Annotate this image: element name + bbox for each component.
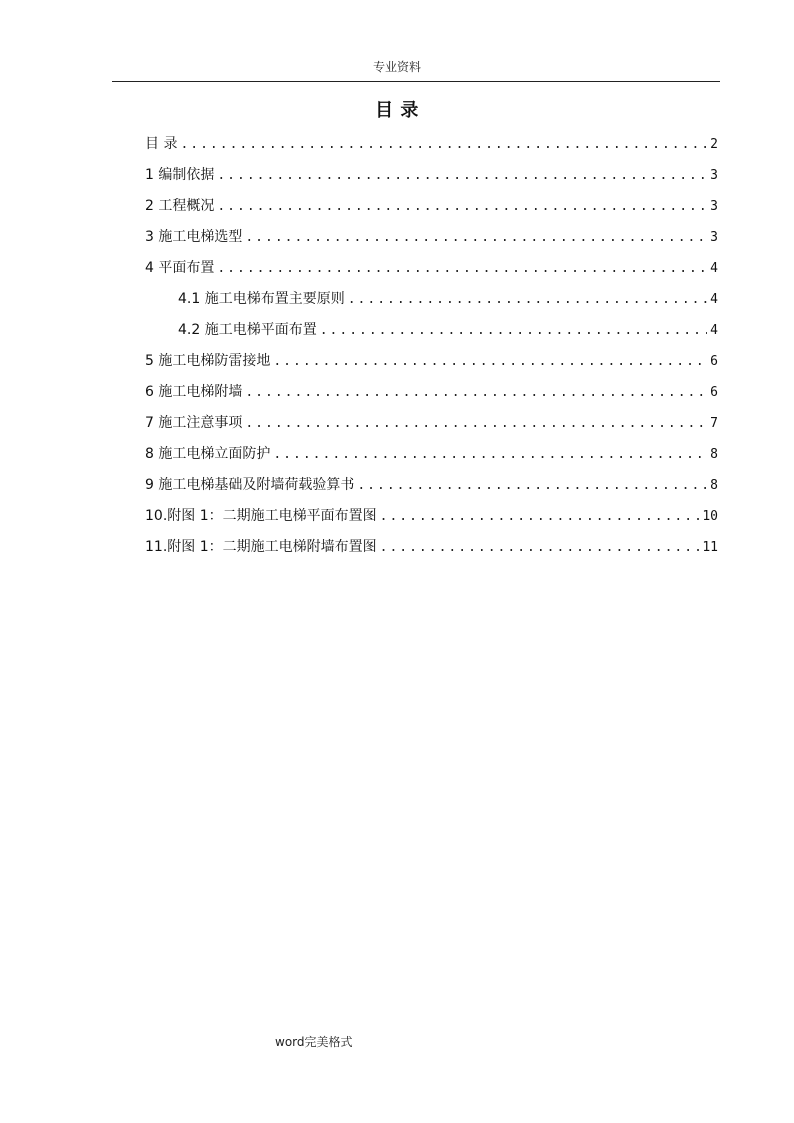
toc-title: 目 录 bbox=[375, 100, 419, 121]
toc-entry-page: 4 bbox=[710, 261, 718, 276]
toc-dot-leader bbox=[217, 196, 707, 218]
toc-entry-label: 4.2 施工电梯平面布置 bbox=[178, 322, 317, 338]
toc-entry-page: 4 bbox=[710, 292, 718, 307]
toc-entry-label: 9 施工电梯基础及附墙荷载验算书 bbox=[145, 477, 355, 493]
header-divider bbox=[112, 81, 720, 82]
toc-entry-label: 4 平面布置 bbox=[145, 260, 215, 276]
toc-dot-leader bbox=[217, 258, 707, 280]
toc-entry-label: 8 施工电梯立面防护 bbox=[145, 446, 271, 462]
toc-entry-page: 3 bbox=[710, 168, 718, 183]
toc-entry-label: 4.1 施工电梯布置主要原则 bbox=[178, 291, 345, 307]
toc-entry-label: 11.附图 1：二期施工电梯附墙布置图 bbox=[145, 539, 377, 555]
toc-dot-leader bbox=[320, 320, 707, 342]
toc-entry-page: 3 bbox=[710, 230, 718, 245]
toc-entry-page: 6 bbox=[710, 385, 718, 400]
toc-dot-leader bbox=[245, 227, 707, 249]
toc-entry[interactable] bbox=[145, 536, 718, 567]
page-header: 专业资料 bbox=[372, 60, 421, 74]
toc-entry[interactable] bbox=[145, 412, 718, 443]
toc-dot-leader bbox=[348, 289, 707, 311]
toc-entry-page: 3 bbox=[710, 199, 718, 214]
toc-entry-page: 10 bbox=[702, 509, 718, 524]
toc-entry-page: 8 bbox=[710, 478, 718, 493]
toc-entry-label: 5 施工电梯防雷接地 bbox=[145, 353, 271, 369]
toc-entry-page: 11 bbox=[702, 540, 718, 555]
toc-entry[interactable] bbox=[145, 164, 718, 195]
toc-entry[interactable] bbox=[145, 443, 718, 474]
toc-entry[interactable] bbox=[145, 195, 718, 226]
toc-entry-page: 4 bbox=[710, 323, 718, 338]
toc-entry-label: 3 施工电梯选型 bbox=[145, 229, 243, 245]
toc-entry-label: 1 编制依据 bbox=[145, 167, 215, 183]
toc-entry[interactable] bbox=[145, 226, 718, 257]
toc-dot-leader bbox=[273, 351, 707, 373]
toc-entry-page: 7 bbox=[710, 416, 718, 431]
toc-entry-page: 6 bbox=[710, 354, 718, 369]
toc-dot-leader bbox=[245, 382, 707, 404]
page-footer: word完美格式 bbox=[275, 1035, 353, 1049]
toc-entry[interactable] bbox=[145, 505, 718, 536]
toc-dot-leader bbox=[380, 506, 700, 528]
toc-dot-leader bbox=[380, 537, 700, 559]
toc-entry-page: 2 bbox=[710, 137, 718, 152]
table-of-contents bbox=[145, 133, 718, 567]
toc-entry-page: 8 bbox=[710, 447, 718, 462]
toc-dot-leader bbox=[357, 475, 707, 497]
toc-subentry[interactable] bbox=[145, 288, 718, 319]
toc-entry[interactable] bbox=[145, 350, 718, 381]
toc-entry[interactable] bbox=[145, 257, 718, 288]
toc-entry[interactable] bbox=[145, 381, 718, 412]
toc-subentry[interactable] bbox=[145, 319, 718, 350]
toc-dot-leader bbox=[273, 444, 707, 466]
toc-entry[interactable] bbox=[145, 133, 718, 164]
toc-entry-label: 目 录 bbox=[145, 136, 178, 152]
toc-dot-leader bbox=[245, 413, 707, 435]
toc-entry-label: 6 施工电梯附墙 bbox=[145, 384, 243, 400]
toc-entry[interactable] bbox=[145, 474, 718, 505]
toc-dot-leader bbox=[217, 165, 707, 187]
toc-dot-leader bbox=[180, 134, 707, 156]
toc-entry-label: 7 施工注意事项 bbox=[145, 415, 243, 431]
toc-entry-label: 2 工程概况 bbox=[145, 198, 215, 214]
toc-entry-label: 10.附图 1：二期施工电梯平面布置图 bbox=[145, 508, 377, 524]
